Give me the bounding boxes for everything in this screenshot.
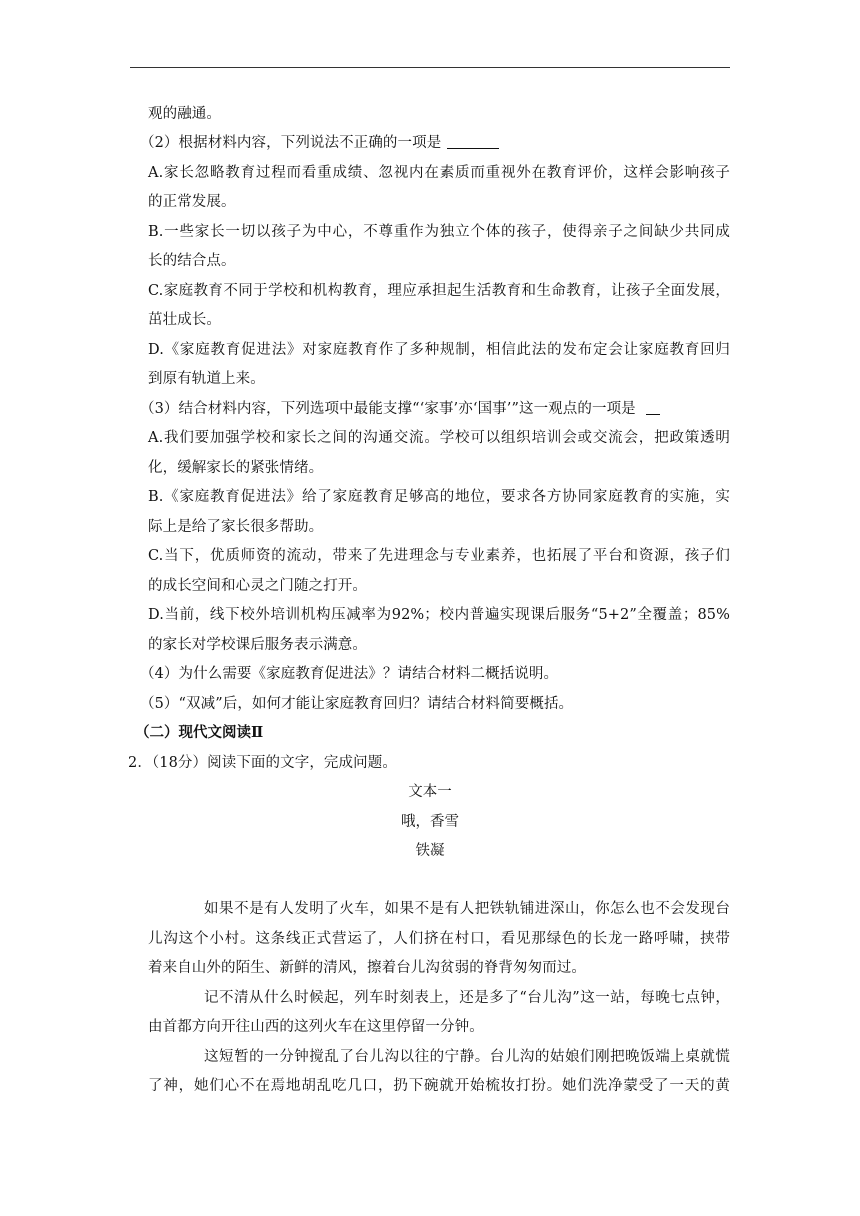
body-paragraph: 了神，她们心不在焉地胡乱吃几口，扔下碗就开始梳妆打扮。她们洗净蒙受了一天的黄 [148, 1078, 730, 1094]
option-a: A.我们要加强学校和家长之间的沟通交流。学校可以组织培训会或交流会，把政策透明 [148, 430, 730, 446]
option-d-cont: 到原有轨道上来。 [148, 371, 265, 387]
author: 铁凝 [415, 843, 445, 859]
text-line: 观的融通。 [148, 106, 221, 122]
question-3: （3）结合材料内容，下列选项中最能支撑“‘家事’亦‘国事’”这一观点的一项是 [140, 399, 730, 419]
question-2: （2）根据材料内容，下列说法不正确的一项是 [140, 133, 730, 153]
story-title: 哦，香雪 [401, 814, 459, 830]
answer-blank[interactable] [646, 400, 660, 415]
body-paragraph: 儿沟这个小村。这条线正式营运了，人们挤在村口，看见那绿色的长龙一路呼啸，挟带 [148, 931, 730, 947]
body-paragraph: 记不清从什么时候起，列车时刻表上，还是多了“台儿沟”这一站，每晚七点钟， [204, 990, 730, 1006]
body-paragraph: 由首都方向开往山西的这列火车在这里停留一分钟。 [148, 1019, 484, 1035]
option-a-cont: 化，缓解家长的紧张情绪。 [148, 460, 324, 476]
header-rule [130, 67, 730, 68]
body-paragraph: 着来自山外的陌生、新鲜的清风，擦着台儿沟贫弱的脊背匆匆而过。 [148, 960, 586, 976]
option-a-cont: 的正常发展。 [148, 194, 236, 210]
option-c: C.当下，优质师资的流动，带来了先进理念与专业素养，也拓展了平台和资源，孩子们 [148, 548, 730, 564]
question-2-heading: 2．（18分）阅读下面的文字，完成问题。 [128, 755, 397, 771]
option-c-cont: 的成长空间和心灵之门随之打开。 [148, 578, 367, 594]
option-c: C.家庭教育不同于学校和机构教育，理应承担起生活教育和生命教育，让孩子全面发展， [148, 283, 730, 299]
option-d-cont: 的家长对学校课后服务表示满意。 [148, 637, 367, 653]
body-paragraph: 这短暂的一分钟搅乱了台儿沟以往的宁静。台儿沟的姑娘们刚把晚饭端上桌就慌 [204, 1049, 730, 1065]
option-d: D.《家庭教育促进法》对家庭教育作了多种规制，相信此法的发布定会让家庭教育回归 [148, 342, 730, 358]
option-c-cont: 茁壮成长。 [148, 312, 221, 328]
question-5: （5）“双减”后，如何才能让家庭教育回归？请结合材料简要概括。 [140, 696, 574, 712]
section-title: （二）现代文阅读Ⅱ [135, 724, 264, 741]
option-b-cont: 际上是给了家长很多帮助。 [148, 519, 324, 535]
option-d: D.当前，线下校外培训机构压减率为92%；校内普遍实现课后服务“5+2”全覆盖；85% [148, 607, 730, 623]
question-4: （4）为什么需要《家庭教育促进法》？请结合材料二概括说明。 [140, 666, 559, 682]
option-a: A.家长忽略教育过程而看重成绩、忽视内在素质而重视外在教育评价，这样会影响孩子 [148, 165, 730, 181]
option-b-cont: 长的结合点。 [148, 253, 236, 269]
text-label: 文本一 [408, 784, 452, 800]
option-b: B.《家庭教育促进法》给了家庭教育足够高的地位，要求各方协同家庭教育的实施，实 [148, 489, 730, 505]
body-paragraph: 如果不是有人发明了火车，如果不是有人把铁轨铺进深山，你怎么也不会发现台 [204, 901, 730, 917]
option-b: B.一些家长一切以孩子为中心，不尊重作为独立个体的孩子，使得亲子之间缺少共同成 [148, 224, 730, 240]
answer-blank[interactable] [447, 134, 499, 149]
